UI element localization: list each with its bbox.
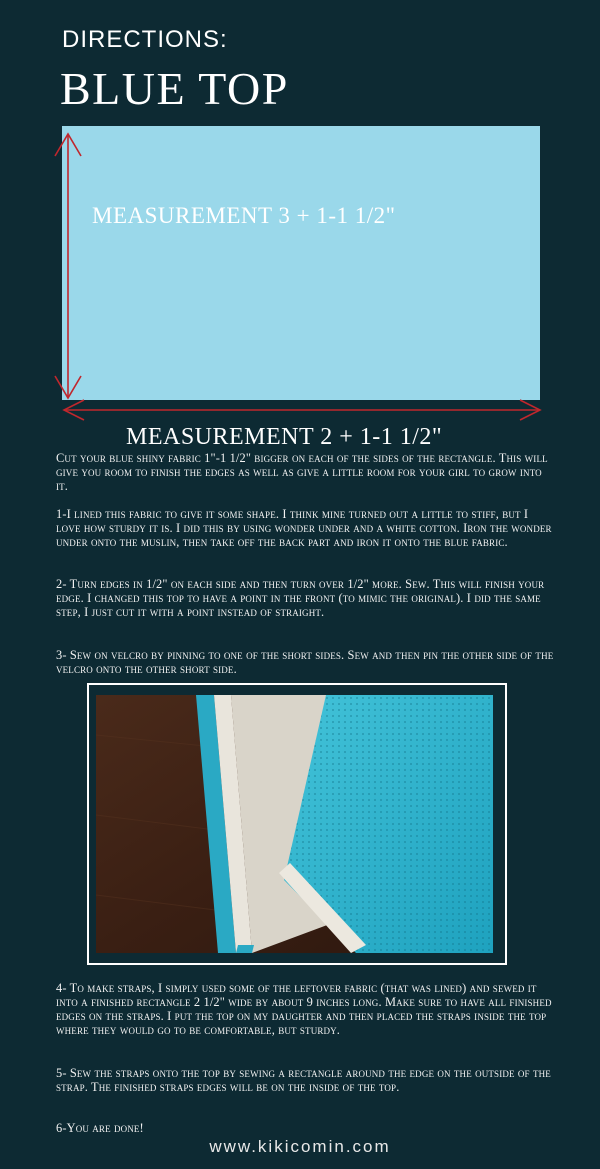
footer-website: www.kikicomin.com (209, 1137, 391, 1156)
step-6-paragraph: 6-You are done! (56, 1121, 144, 1135)
intro-paragraph: Cut your blue shiny fabric 1"-1 1/2" bigger on each of the sides of the rectangle. This will give you room to finish the edges as well as give a little room for your girl to grow into it. (56, 451, 548, 493)
step-1-paragraph: 1-I lined this fabric to give it some shape. I think mine turned out a little to stiff, but I love how sturdy it is. I did this by using wonder under and a white cotton. Iron the wonder under onto the muslin, then take off the back part and iron it onto the blue fabric. (56, 507, 552, 549)
measurement-arrows (0, 0, 600, 430)
step-2-paragraph: 2- Turn edges in 1/2" on each side and then turn over 1/2" more. Sew. This will finish your edge. I changed this top to have a point in the front (to mimic the original). I did the same step, I just cut it with a point instead of straight. (56, 577, 545, 619)
fabric-photo-illustration (96, 695, 493, 953)
page-title: BLUE TOP (60, 63, 289, 114)
step-5-paragraph: 5- Sew the straps onto the top by sewing a rectangle around the edge on the outside of the strap. The finished straps edges will be on the inside of the top. (56, 1066, 551, 1094)
height-measurement-label: MEASUREMENT 3 + 1-1 1/2" (92, 203, 396, 228)
width-measurement-label: MEASUREMENT 2 + 1-1 1/2" (126, 424, 443, 450)
step-3-paragraph: 3- Sew on velcro by pinning to one of the short sides. Sew and then pin the other side of the velcro onto the other short side. (56, 648, 554, 676)
page-subtitle: DIRECTIONS: (62, 26, 228, 53)
step-4-paragraph: 4- To make straps, I simply used some of the leftover fabric (that was lined) and sewed it into a finished rectangle 2 1/2" wide by about 9 inches long. Make sure to have all finished edges on the straps. I put the top on my daughter and then placed the straps inside the top where they would go to be comfortable, but sturdy. (56, 981, 552, 1037)
sewing-photo (96, 695, 493, 953)
